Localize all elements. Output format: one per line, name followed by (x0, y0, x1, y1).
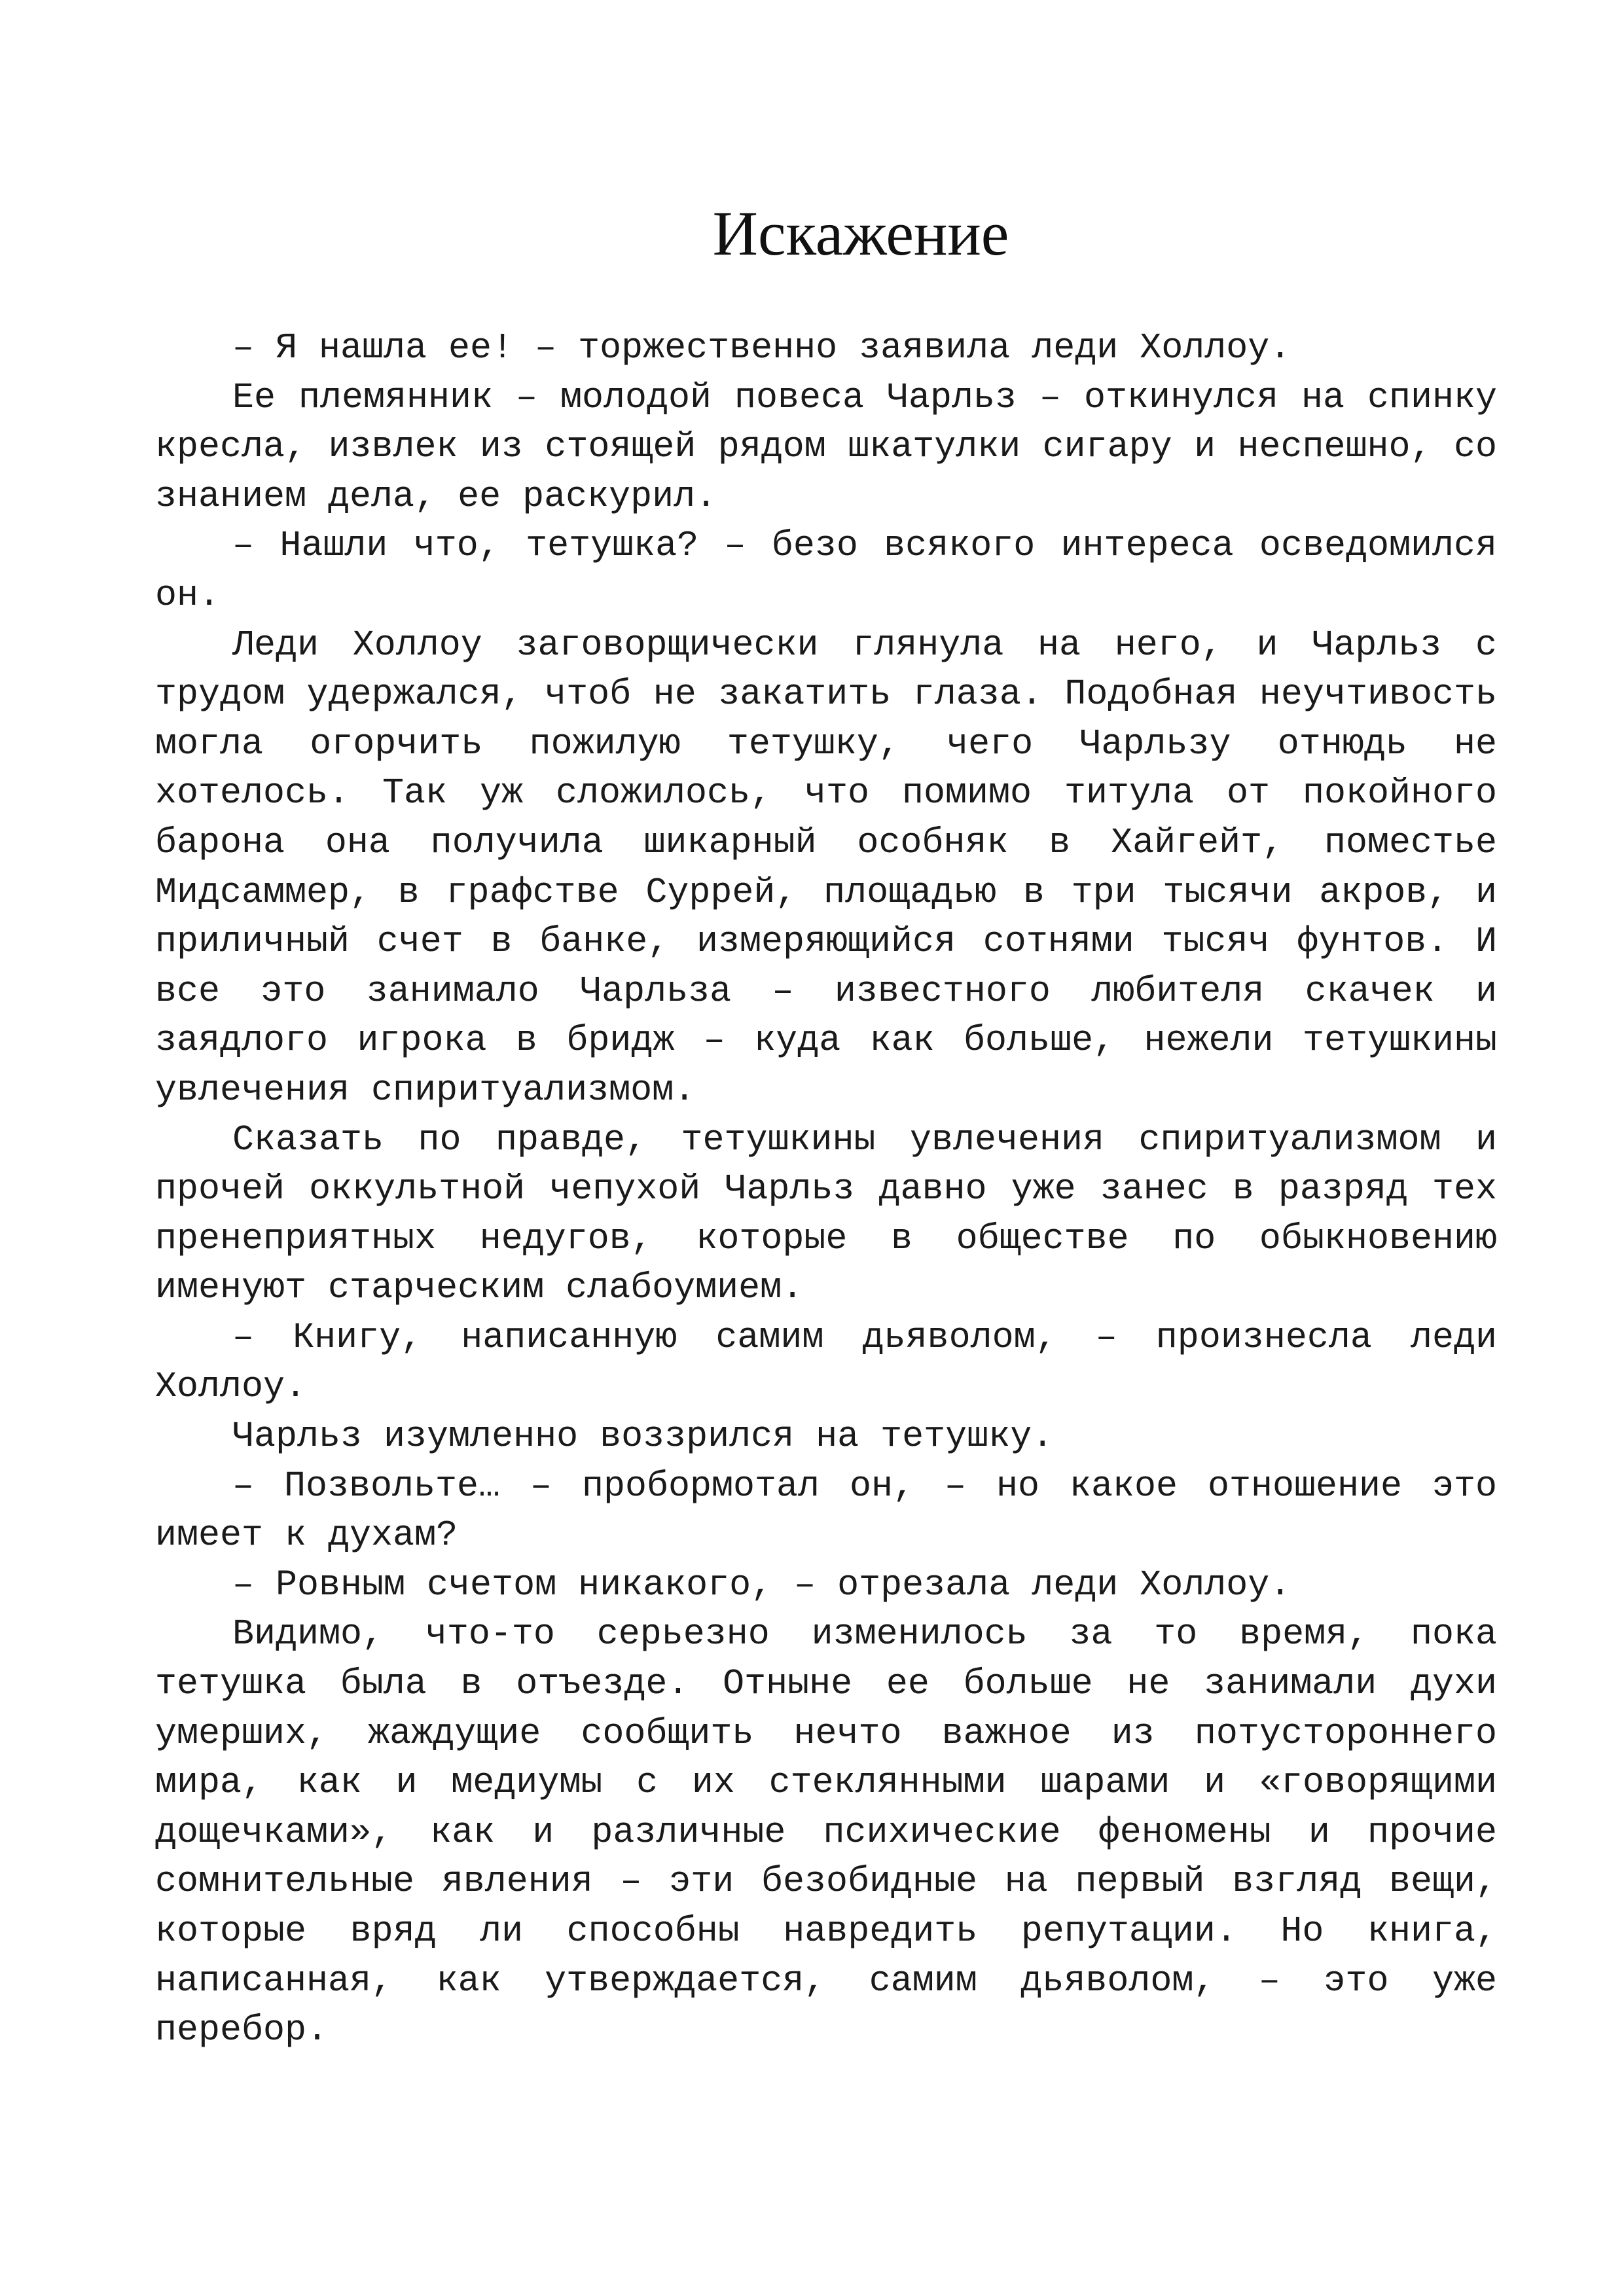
paragraph: – Я нашла ее! – торжественно заявила леди Холлоу. (232, 327, 1291, 368)
paragraph: Ее племянник – молодой повеса Чарльз – откинулся на спинку кресла, извлек из стоящей рядом шкатулки сигару и неспешно, со знанием дела, ее раскурил. (155, 376, 1497, 517)
chapter-title: Искажение (712, 198, 1009, 269)
paragraph: Видимо, что-то серьезно изменилось за то время, пока тетушка была в отъезде. Отныне ее больше не занимали духи умерших, жаждущие сообщить нечто важное из потустороннего мира, как и медиумы с их стеклянными шарами и «говорящими дощечками», как и различные психические феномены и прочие сомнительные явления – эти безобидные на первый взгляд вещи, которые вряд ли способны навредить репутации. Но книга, написанная, как утверждается, самим дьяволом, – это уже перебор. (155, 1613, 1497, 2051)
paragraph: – Книгу, написанную самим дьяволом, – произнесла леди Холлоу. (155, 1316, 1497, 1408)
paragraph: – Ровным счетом никакого, – отрезала леди Холлоу. (232, 1564, 1291, 1605)
paragraph: – Позвольте… – пробормотал он, – но какое отношение это имеет к духам? (155, 1465, 1497, 1556)
body-text (155, 323, 1497, 2055)
paragraph: – Нашли что, тетушка? – безо всякого интереса осведомился он. (155, 525, 1497, 616)
paragraph: Чарльз изумленно воззрился на тетушку. (232, 1416, 1054, 1458)
paragraph: Сказать по правде, тетушкины увлечения спиритуализмом и прочей оккультной чепухой Чарльз давно уже занес в разряд тех пренеприятных недугов, которые в обществе по обыкновению именуют старческим слабоумием. (155, 1119, 1497, 1309)
paragraph: Леди Холлоу заговорщически глянула на него, и Чарльз с трудом удержался, чтоб не закатить глаза. Подобная неучтивость могла огорчить пожилую тетушку, чего Чарльзу отнюдь не хотелось. Так уж сложилось, что помимо титула от покойного барона она получила шикарный особняк в Хайгейт, поместье Мидсаммер, в графстве Суррей, площадью в три тысячи акров, и приличный счет в банке, измеряющийся сотнями тысяч фунтов. И все это занимало Чарльза – известного любителя скачек и заядлого игрока в бридж – куда как больше, нежели тетушкины увлечения спиритуализмом. (155, 624, 1497, 1111)
